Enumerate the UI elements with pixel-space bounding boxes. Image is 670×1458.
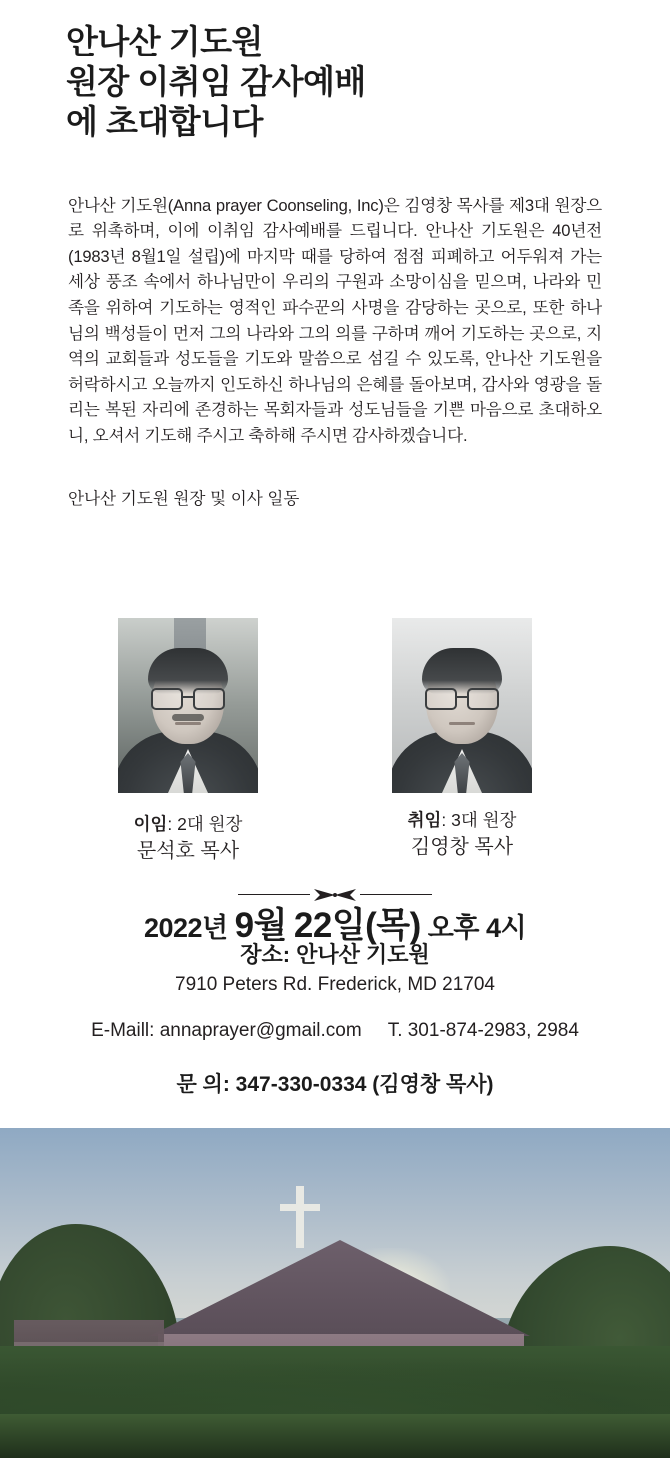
caption-name-former: 문석호 목사 [136, 840, 240, 862]
signature-line: 안나산 기도원 원장 및 이사 일동 [68, 489, 300, 508]
caption-role-former [68, 812, 308, 836]
event-place: 장소: 안나산 기도원 [240, 942, 430, 967]
event-email[interactable]: E-Maill: annaprayer@gmail.com [91, 1020, 362, 1041]
event-contact [0, 1020, 670, 1042]
retreat-building-photo [0, 1128, 670, 1458]
event-year: 2022년 [143, 913, 228, 943]
caption-new-director [342, 808, 582, 862]
portrait-former-director-photo [118, 618, 258, 793]
caption-role-detail-former: : 2대 원장 [167, 814, 243, 834]
caption-role-new [342, 808, 582, 832]
caption-role-detail-new: : 3대 원장 [441, 810, 517, 830]
cross-icon [296, 1186, 304, 1248]
event-phone[interactable]: T. 301-874-2983, 2984 [387, 1020, 579, 1041]
event-day: 22일(목) [293, 906, 421, 945]
portrait-row [0, 618, 670, 793]
event-inquiry[interactable]: 문 의: 347-330-0334 (김영창 목사) [176, 1073, 494, 1096]
caption-name-new: 김영창 목사 [410, 836, 514, 858]
caption-role-label-former: 이임 [133, 814, 168, 834]
caption-former-director [68, 812, 308, 866]
title-line-3: 에 초대합니다 [66, 103, 263, 140]
title-line-2: 원장 이취임 감사예배 [66, 63, 366, 100]
event-time: 오후 4시 [427, 913, 527, 943]
event-address: 7910 Peters Rd. Frederick, MD 21704 [175, 974, 495, 995]
invitation-paragraph: 안나산 기도원(Anna prayer Coonseling, Inc)은 김영창 목사를 제3대 원장으로 위촉하며, 이에 이취임 감사예배를 드립니다. 안나산 기도원은 40년전(1983년 8월1일 설립)에 마지막 때를 당하여 점점 피폐하고 어두워져 가는 세상 풍조 속에서 하나님만이 우리의 구원과 소망이심을 믿으며, 나라와 민족을 위하여 기도하는 영적인 파수꾼의 사명을 감당하는 곳으로, 또한 하나님의 백성들이 먼저 그의 나라와 그의 의를 구하며 깨어 기도하는 곳으로, 지역의 교회들과 성도들을 기도와 말씀으로 섬길 수 있도록, 안나산 기도원을 허락하시고 오늘까지 인도하신 하나님의 은혜를 돌아보며, 감사와 영광을 돌리는 복된 자리에 존경하는 목회자들과 성도님들을 기쁜 마음으로 초대하오니, 오셔서 기도해 주시고 축하해 주시면 감사하겠습니다. [68, 195, 602, 445]
portrait-new-director-photo [392, 618, 532, 793]
page-title [66, 22, 626, 142]
caption-role-label-new: 취임 [407, 810, 442, 830]
event-month: 9월 [234, 906, 287, 945]
title-line-1: 안나산 기도원 [66, 23, 263, 60]
invitation-body [68, 176, 602, 465]
